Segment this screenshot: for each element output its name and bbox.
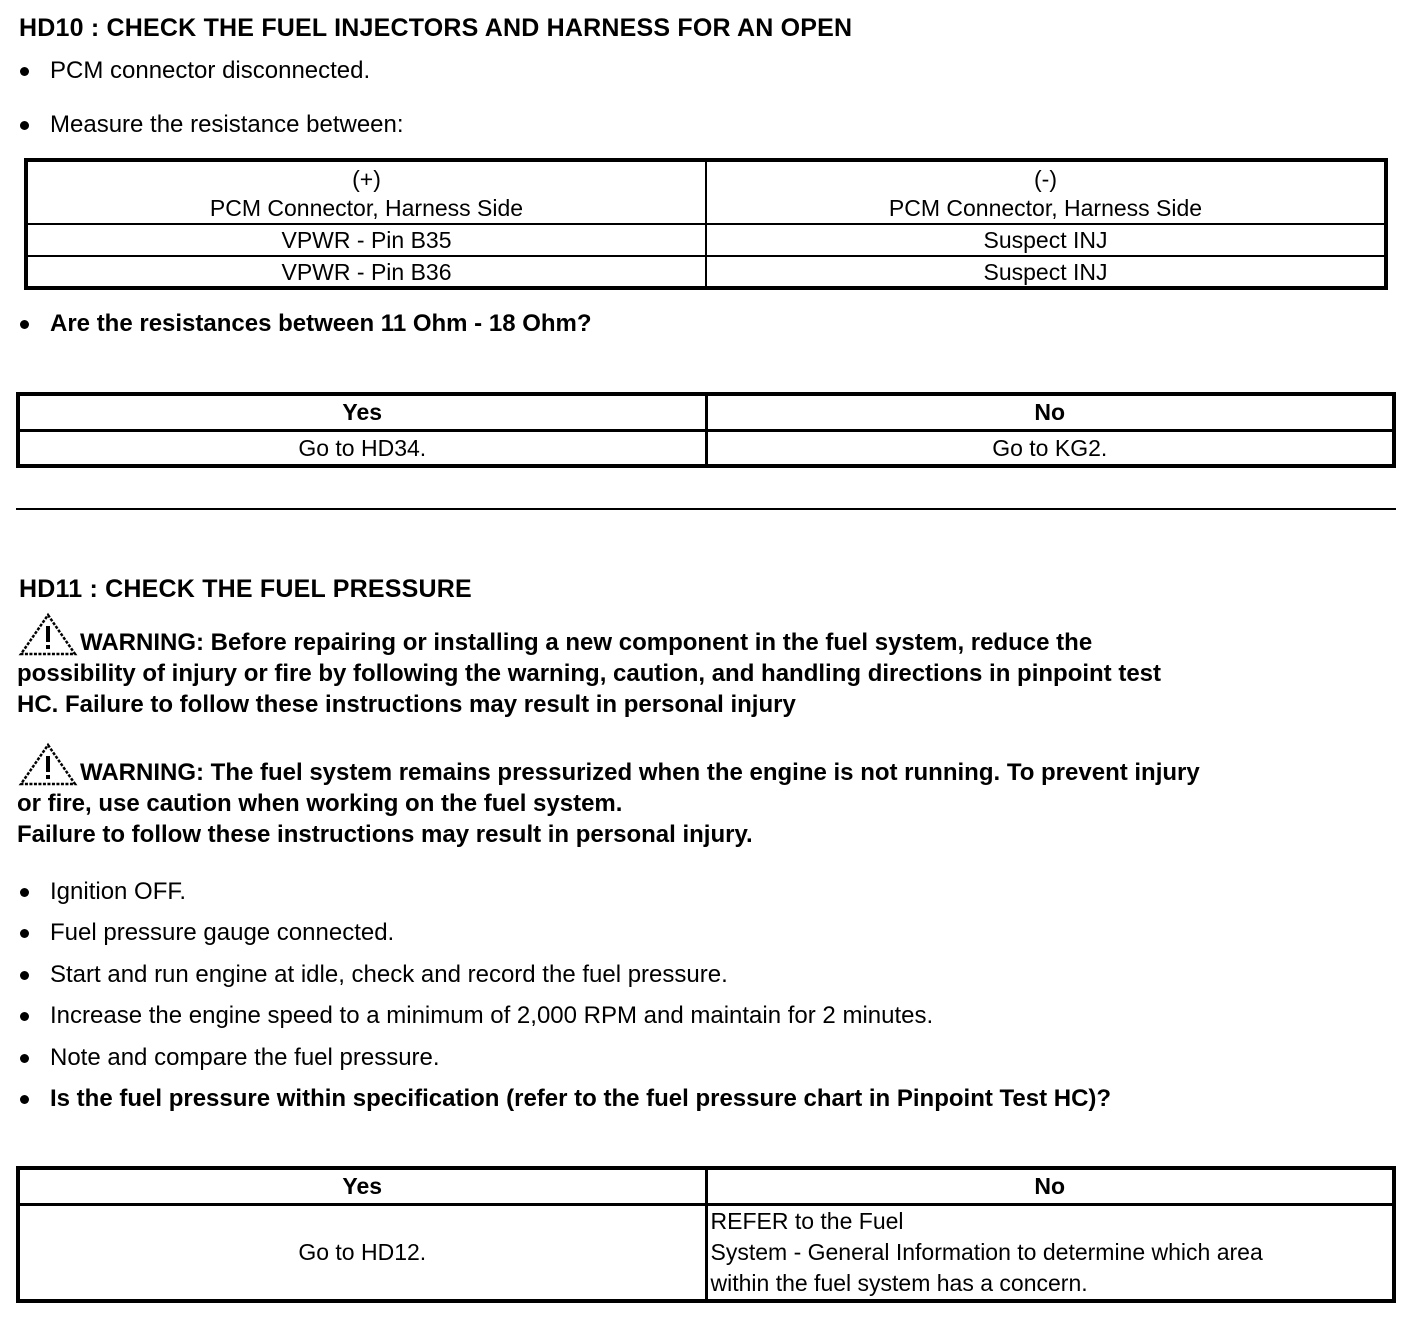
bullet-icon (20, 929, 29, 938)
decision-row (18, 1204, 1394, 1301)
yes-header: Yes (18, 394, 706, 430)
step-text: Measure the resistance between: (50, 111, 404, 138)
hd11-step-3 (20, 961, 728, 989)
table-header-row (26, 160, 1386, 224)
step-text: PCM connector disconnected. (50, 57, 371, 84)
warning-line: WARNING: Before repairing or installing a new component in the fuel system, reduce the (80, 629, 1093, 656)
decision-header-row (18, 394, 1394, 430)
hd11-step-1 (20, 878, 186, 906)
hd10-question (20, 310, 592, 338)
warning-triangle-icon (17, 612, 79, 656)
warning-line: HC. Failure to follow these instructions may result in personal injury (17, 691, 796, 718)
bullet-icon (20, 121, 29, 130)
no-action-line: REFER to the Fuel (710, 1207, 904, 1234)
hd11-decision-table (16, 1166, 1396, 1303)
no-action-line: within the fuel system has a concern. (710, 1269, 1088, 1296)
table-cell: VPWR - Pin B35 (26, 224, 706, 256)
hd10-step-2 (20, 111, 404, 139)
hd11-step-5 (20, 1044, 440, 1072)
hd11-title: HD11 : CHECK THE FUEL PRESSURE (19, 575, 472, 603)
yes-action: Go to HD12. (18, 1204, 706, 1301)
warning-line: Failure to follow these instructions may result in personal injury. (17, 821, 753, 848)
header-cell-negative (706, 160, 1386, 224)
table-row (26, 224, 1386, 256)
header-sign: (+) (352, 166, 381, 192)
warning-line: or fire, use caution when working on the fuel system. (17, 790, 623, 817)
section-divider (16, 508, 1396, 510)
decision-header-row (18, 1168, 1394, 1204)
table-cell: VPWR - Pin B36 (26, 256, 706, 288)
bullet-icon (20, 67, 29, 76)
hd11-step-4 (20, 1002, 933, 1030)
hd10-decision-table (16, 392, 1396, 468)
decision-row (18, 430, 1394, 466)
hd10-step-1 (20, 57, 370, 85)
bullet-icon (20, 888, 29, 897)
table-cell: Suspect INJ (706, 224, 1386, 256)
bullet-icon (20, 1012, 29, 1021)
step-text: Fuel pressure gauge connected. (50, 919, 395, 946)
header-sign: (-) (1034, 166, 1057, 192)
bullet-icon (20, 1054, 29, 1063)
hd10-resistance-table (24, 158, 1388, 290)
no-action-line: System - General Information to determine which area (710, 1238, 1263, 1265)
table-cell: Suspect INJ (706, 256, 1386, 288)
header-cell-positive (26, 160, 706, 224)
no-action: Go to KG2. (706, 430, 1394, 466)
warning-line: possibility of injury or fire by following the warning, caution, and handling directions in pinpoint test (17, 660, 1162, 687)
bullet-icon (20, 320, 29, 329)
table-row (26, 256, 1386, 288)
step-text: Note and compare the fuel pressure. (50, 1044, 440, 1071)
question-text: Are the resistances between 11 Ohm - 18 Ohm? (50, 310, 592, 337)
hd11-warning-2 (17, 742, 1397, 850)
yes-header: Yes (18, 1168, 706, 1204)
step-text: Increase the engine speed to a minimum of 2,000 RPM and maintain for 2 minutes. (50, 1002, 934, 1029)
warning-line: WARNING: The fuel system remains pressurized when the engine is not running. To prevent injury (80, 759, 1200, 786)
question-text: Is the fuel pressure within specification (refer to the fuel pressure chart in Pinpoint Test HC)? (50, 1085, 1112, 1112)
warning-triangle-icon (17, 742, 79, 786)
step-text: Start and run engine at idle, check and record the fuel pressure. (50, 961, 728, 988)
header-label: PCM Connector, Harness Side (888, 195, 1203, 221)
hd11-question (20, 1085, 1111, 1113)
no-header: No (706, 394, 1394, 430)
bullet-icon (20, 971, 29, 980)
hd11-warning-1 (17, 612, 1397, 720)
hd10-title: HD10 : CHECK THE FUEL INJECTORS AND HARNESS FOR AN OPEN (19, 14, 853, 42)
bullet-icon (20, 1095, 29, 1104)
yes-action: Go to HD34. (18, 430, 706, 466)
no-action (706, 1204, 1394, 1301)
no-header: No (706, 1168, 1394, 1204)
hd11-step-2 (20, 919, 394, 947)
header-label: PCM Connector, Harness Side (209, 195, 524, 221)
step-text: Ignition OFF. (50, 878, 187, 905)
